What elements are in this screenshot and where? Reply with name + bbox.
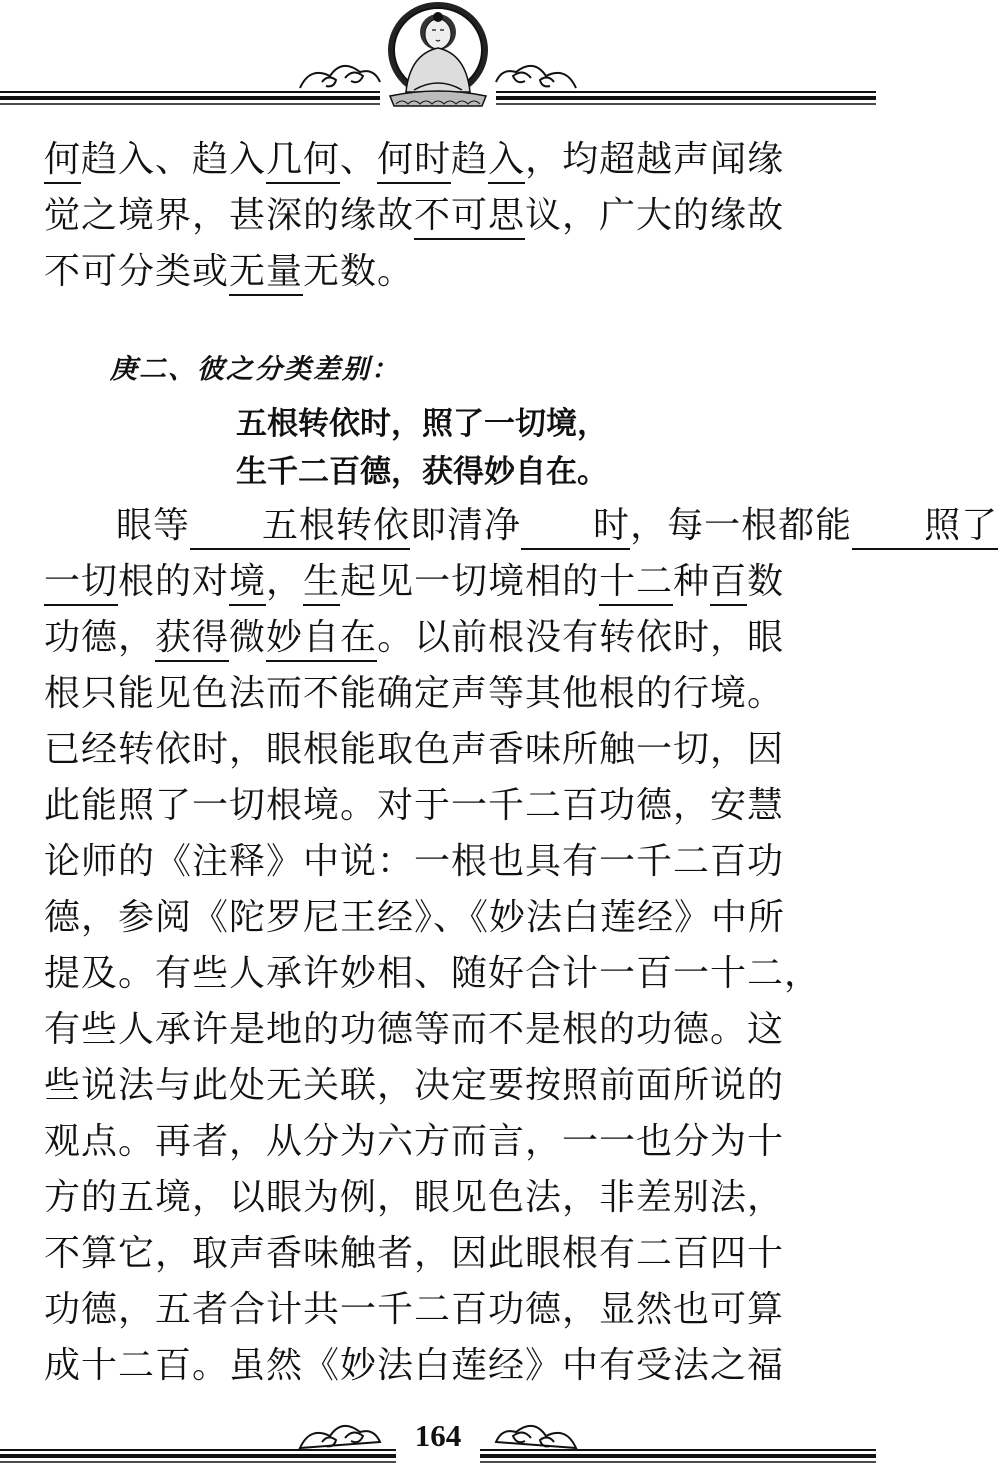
text-line [44, 1002, 834, 1058]
underlined-text: 无量 [229, 250, 303, 296]
underlined-text: 百 [710, 560, 747, 606]
underlined-text: 五根转依 [190, 504, 410, 550]
text-run: 起见一切境相的 [340, 561, 600, 602]
cloud-scroll-icon [496, 66, 576, 88]
text-line [44, 1170, 834, 1226]
text-run: 有些人承许是地的功德等而不是根的功德。这 [44, 1009, 785, 1050]
header-rule-left [0, 92, 380, 104]
text-run: 微 [229, 617, 267, 658]
text-line [44, 244, 834, 300]
text-run: 数 [747, 561, 785, 602]
text-line [44, 188, 834, 244]
text-run: 已经转依时，眼根能取色声香味所触一切，因 [44, 729, 785, 770]
text-run: 些说法与此处无关联，决定要按照前面所说的 [44, 1065, 785, 1106]
text-run: 、 [340, 139, 378, 180]
underlined-text: 生 [303, 560, 340, 606]
underlined-text: 妙自在 [266, 616, 377, 662]
verse-line: 五根转依时，照了一切境， [236, 406, 608, 441]
text-line [44, 610, 834, 666]
text-run: 议，广大的缘故 [525, 195, 785, 236]
cloud-scroll-icon [300, 66, 380, 88]
text-run: 不算它，取声香味触者，因此眼根有二百四十 [44, 1233, 785, 1274]
paragraph-1 [44, 132, 834, 300]
underlined-text: 一切 [44, 560, 118, 606]
underlined-text: 照了 [852, 504, 998, 550]
verse [236, 400, 608, 496]
underlined-text: 时 [521, 504, 630, 550]
text-run: 无数。 [303, 251, 415, 292]
underlined-text: 不可思 [414, 194, 525, 240]
buddha-icon [388, 2, 488, 106]
text-run: 论师的《注释》中说：一根也具有一千二百功 [44, 841, 785, 882]
underlined-text: 获得 [155, 616, 229, 662]
text-run: 德，参阅《陀罗尼王经》、《妙法白莲经》中所 [44, 897, 786, 938]
header-rule-right [496, 92, 876, 104]
page-header [0, 0, 876, 112]
verse-line: 生千二百德，获得妙自在。 [236, 454, 608, 489]
underlined-text: 十二 [599, 560, 673, 606]
text-run: 方的五境，以眼为例，眼见色法，非差别法， [44, 1177, 785, 1218]
text-run: 不可分类或 [44, 251, 230, 292]
text-run: 根的对 [118, 561, 230, 602]
text-run: 观点。再者，从分为六方而言，一一也分为十 [44, 1121, 785, 1162]
underlined-text: 入 [488, 138, 525, 184]
text-line [44, 132, 834, 188]
text-run: 。以前根没有转依时，眼 [377, 617, 785, 658]
text-run: 功德，五者合计共一千二百功德，显然也可算 [44, 1289, 785, 1330]
text-line [44, 666, 834, 722]
text-line [44, 1338, 834, 1394]
paragraph-2 [44, 498, 998, 1394]
text-line [44, 1058, 834, 1114]
underlined-text: 何时 [377, 138, 451, 184]
text-run: 根只能见色法而不能确定声等其他根的行境。 [44, 673, 785, 714]
text-run: 功德， [44, 617, 156, 658]
text-line [44, 890, 834, 946]
text-line [44, 498, 998, 554]
text-run: 提及。有些人承许妙相、随好合计一百一十二， [44, 953, 822, 994]
text-line [44, 778, 834, 834]
text-run: ，每一根都能 [630, 505, 853, 546]
text-line [44, 1282, 834, 1338]
text-run: 成十二百。虽然《妙法白莲经》中有受法之福 [44, 1345, 785, 1386]
text-run: 趋 [451, 139, 489, 180]
underlined-text: 境 [229, 560, 266, 606]
text-run: 种 [673, 561, 711, 602]
text-line [44, 1114, 834, 1170]
text-line [44, 834, 834, 890]
section-heading: 庚二、彼之分类差别： [110, 354, 400, 385]
text-line [44, 554, 834, 610]
text-line [44, 946, 834, 1002]
text-line [44, 1226, 834, 1282]
header-ornament [0, 0, 876, 112]
text-line [44, 722, 834, 778]
text-run: ， [266, 561, 304, 602]
text-run: 此能照了一切根境。对于一千二百功德，安慧 [44, 785, 785, 826]
text-run: 觉之境界，甚深的缘故 [44, 195, 415, 236]
text-run: 趋入、趋入 [81, 139, 267, 180]
underlined-text: 何 [44, 138, 81, 184]
text-run: ，均超越声闻缘 [525, 139, 785, 180]
underlined-text: 几何 [266, 138, 340, 184]
text-run: 眼等 [116, 505, 191, 546]
page-number: 164 [414, 1418, 462, 1453]
text-run: 即清净 [410, 505, 522, 546]
